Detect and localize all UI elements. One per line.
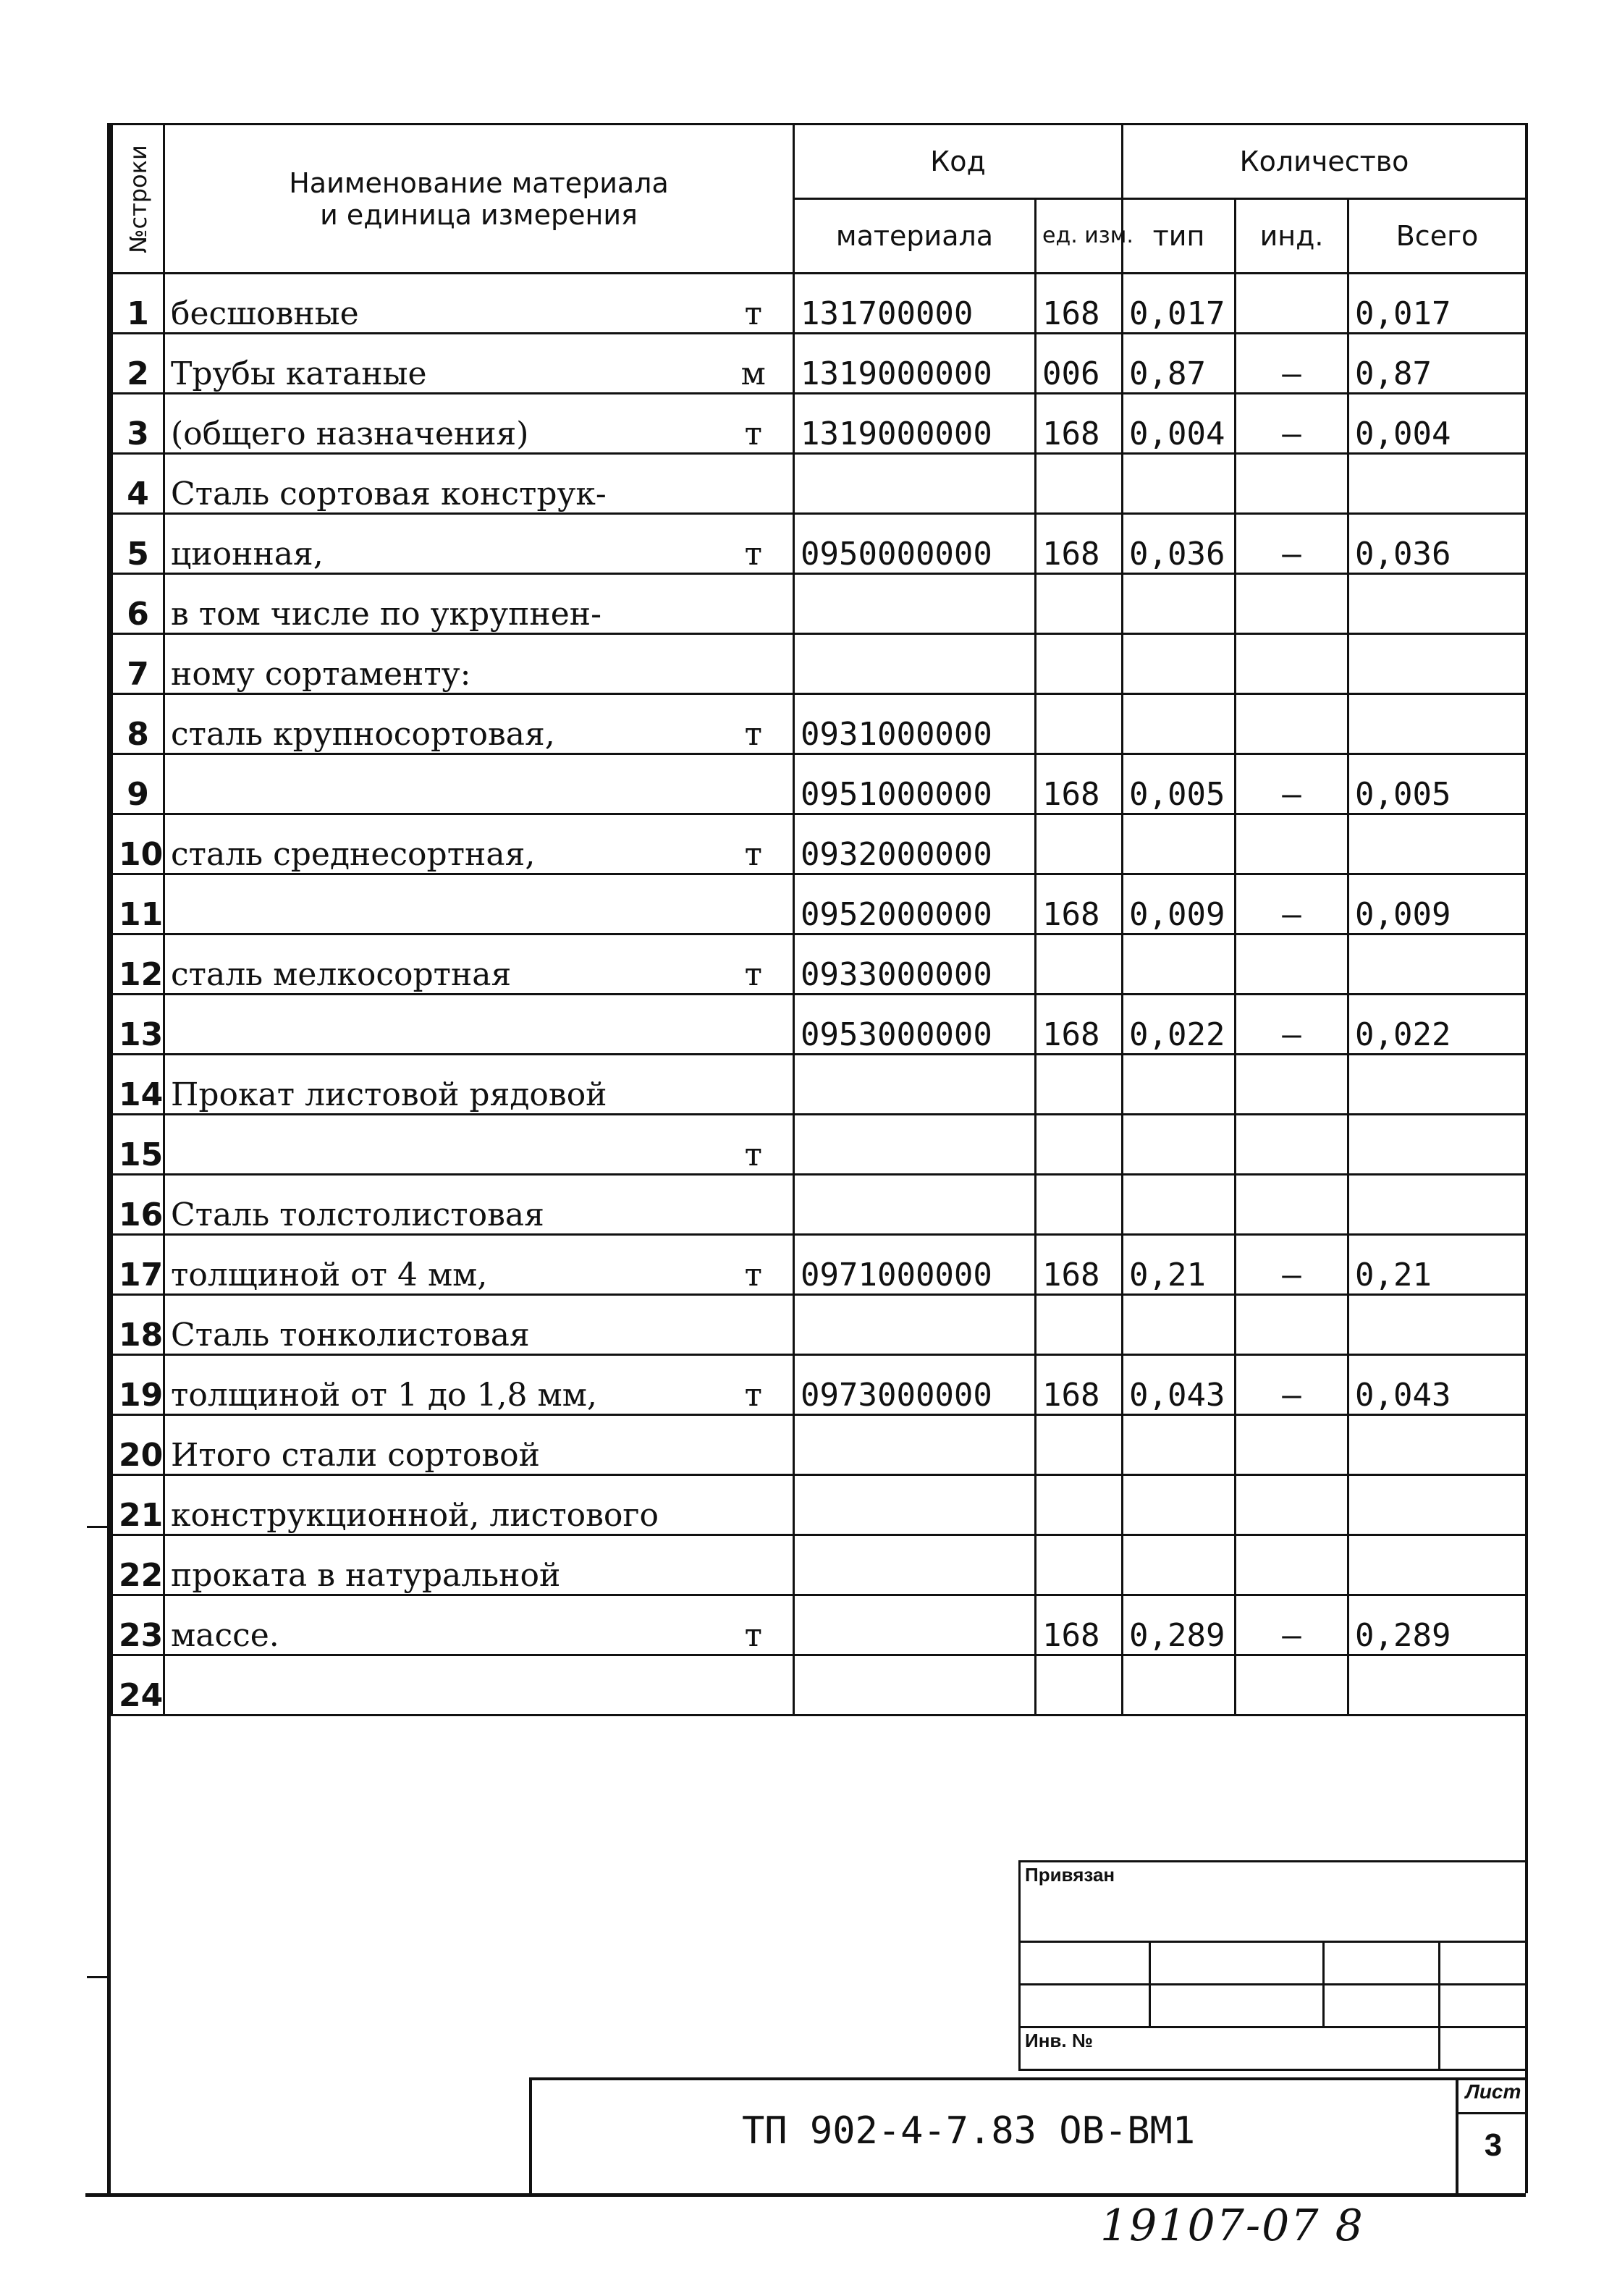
quantity-ind — [1236, 1535, 1348, 1595]
row-number: 9 — [112, 754, 164, 814]
material-name: ному сортаменту: — [164, 634, 714, 694]
material-name: ционная, — [164, 514, 714, 574]
table-row — [112, 1175, 1527, 1235]
margin-tick — [87, 1526, 109, 1528]
row-number: 6 — [112, 574, 164, 634]
unit-code — [1036, 1175, 1123, 1235]
unit-code — [1036, 1055, 1123, 1115]
quantity-type: 0,289 — [1123, 1595, 1236, 1655]
quantity-type — [1123, 634, 1236, 694]
material-name: Итого стали сортовой — [164, 1415, 714, 1475]
linked-label: Привязан — [1020, 1862, 1527, 1942]
table-row — [112, 1535, 1527, 1595]
quantity-ind — [1236, 1415, 1348, 1475]
row-number: 1 — [112, 274, 164, 334]
unit-of-measure — [714, 1175, 794, 1235]
material-code-header: материала — [794, 199, 1036, 274]
material-code: 131700000 — [794, 274, 1036, 334]
unit-of-measure — [714, 1535, 794, 1595]
quantity-total — [1348, 934, 1527, 995]
quantity-type: 0,043 — [1123, 1355, 1236, 1415]
row-number: 20 — [112, 1415, 164, 1475]
material-code: 0933000000 — [794, 934, 1036, 995]
unit-of-measure — [714, 754, 794, 814]
table-row — [112, 1115, 1527, 1175]
row-number: 10 — [112, 814, 164, 874]
material-name — [164, 1655, 714, 1715]
table-row — [112, 934, 1527, 995]
row-number: 8 — [112, 694, 164, 754]
quantity-ind: – — [1236, 1355, 1348, 1415]
unit-code — [1036, 1535, 1123, 1595]
quantity-ind: – — [1236, 754, 1348, 814]
material-code — [794, 1595, 1036, 1655]
quantity-ind — [1236, 1475, 1348, 1535]
unit-code: 168 — [1036, 394, 1123, 454]
unit-of-measure: т — [714, 694, 794, 754]
quantity-type — [1123, 1535, 1236, 1595]
material-code: 0971000000 — [794, 1235, 1036, 1295]
unit-of-measure — [714, 454, 794, 514]
table-row — [112, 1295, 1527, 1355]
unit-of-measure: т — [714, 394, 794, 454]
quantity-total: 0,043 — [1348, 1355, 1527, 1415]
material-name: проката в натуральной — [164, 1535, 714, 1595]
materials-table — [111, 123, 1527, 1716]
quantity-type — [1123, 694, 1236, 754]
unit-code — [1036, 1655, 1123, 1715]
sheet-number: 3 — [1484, 2127, 1503, 2163]
unit-of-measure: т — [714, 1115, 794, 1175]
material-name: сталь мелкосортная — [164, 934, 714, 995]
type-header: тип — [1123, 199, 1236, 274]
unit-code: 168 — [1036, 514, 1123, 574]
quantity-total: 0,87 — [1348, 334, 1527, 394]
material-name: толщиной от 4 мм, — [164, 1235, 714, 1295]
quantity-total — [1348, 1655, 1527, 1715]
table-row — [112, 814, 1527, 874]
quantity-total — [1348, 1295, 1527, 1355]
quantity-type — [1123, 454, 1236, 514]
quantity-ind — [1236, 1115, 1348, 1175]
quantity-total — [1348, 1055, 1527, 1115]
unit-of-measure: т — [714, 1355, 794, 1415]
unit-of-measure — [714, 1655, 794, 1715]
quantity-total — [1348, 814, 1527, 874]
quantity-ind: – — [1236, 394, 1348, 454]
quantity-total — [1348, 694, 1527, 754]
quantity-total: 0,022 — [1348, 995, 1527, 1055]
table-row — [112, 334, 1527, 394]
material-code — [794, 1475, 1036, 1535]
quantity-ind — [1236, 454, 1348, 514]
unit-of-measure — [714, 1475, 794, 1535]
code-header: Код — [794, 124, 1123, 199]
quantity-ind: – — [1236, 514, 1348, 574]
quantity-type: 0,005 — [1123, 754, 1236, 814]
quantity-ind: – — [1236, 995, 1348, 1055]
quantity-total — [1348, 634, 1527, 694]
quantity-type — [1123, 1295, 1236, 1355]
material-name: Сталь сортовая конструк- — [164, 454, 714, 514]
quantity-type — [1123, 1115, 1236, 1175]
material-code: 0931000000 — [794, 694, 1036, 754]
material-code: 0953000000 — [794, 995, 1036, 1055]
total-header: Всего — [1348, 199, 1527, 274]
unit-of-measure: т — [714, 274, 794, 334]
quantity-total: 0,21 — [1348, 1235, 1527, 1295]
material-name: бесшовные — [164, 274, 714, 334]
quantity-total — [1348, 1175, 1527, 1235]
table-row — [112, 1355, 1527, 1415]
material-name: массе. — [164, 1595, 714, 1655]
unit-code: 168 — [1036, 274, 1123, 334]
table-row — [112, 274, 1527, 334]
material-name — [164, 874, 714, 934]
material-code — [794, 1535, 1036, 1595]
material-name: Сталь тонколистовая — [164, 1295, 714, 1355]
table-row — [112, 1415, 1527, 1475]
unit-code — [1036, 1475, 1123, 1535]
unit-code: 168 — [1036, 754, 1123, 814]
table-row — [112, 995, 1527, 1055]
material-code — [794, 1415, 1036, 1475]
row-number: 23 — [112, 1595, 164, 1655]
material-code: 1319000000 — [794, 394, 1036, 454]
material-code — [794, 1055, 1036, 1115]
quantity-total: 0,005 — [1348, 754, 1527, 814]
quantity-ind — [1236, 1295, 1348, 1355]
handwritten-note: 19107-07 8 — [1100, 2200, 1364, 2251]
material-code — [794, 634, 1036, 694]
unit-code — [1036, 634, 1123, 694]
material-code — [794, 1295, 1036, 1355]
row-number: 24 — [112, 1655, 164, 1715]
unit-of-measure — [714, 874, 794, 934]
table-row — [112, 454, 1527, 514]
linkage-stamp — [1018, 1860, 1527, 2071]
unit-of-measure — [714, 1055, 794, 1115]
margin-tick — [87, 1976, 109, 1978]
unit-code — [1036, 814, 1123, 874]
row-number: 22 — [112, 1535, 164, 1595]
quantity-total — [1348, 574, 1527, 634]
material-name — [164, 1115, 714, 1175]
quantity-type — [1123, 1475, 1236, 1535]
ind-header: инд. — [1236, 199, 1348, 274]
quantity-total — [1348, 1535, 1527, 1595]
material-name: толщиной от 1 до 1,8 мм, — [164, 1355, 714, 1415]
materials-body — [112, 274, 1527, 1715]
material-code: 0951000000 — [794, 754, 1036, 814]
material-code: 1319000000 — [794, 334, 1036, 394]
unit-code: 168 — [1036, 1595, 1123, 1655]
table-row — [112, 634, 1527, 694]
unit-code — [1036, 574, 1123, 634]
unit-code — [1036, 934, 1123, 995]
quantity-total — [1348, 1475, 1527, 1535]
table-row — [112, 1595, 1527, 1655]
material-name: конструкционной, листового — [164, 1475, 714, 1535]
quantity-ind — [1236, 694, 1348, 754]
quantity-ind — [1236, 814, 1348, 874]
row-number: 2 — [112, 334, 164, 394]
quantity-ind — [1236, 934, 1348, 995]
quantity-total: 0,009 — [1348, 874, 1527, 934]
quantity-type: 0,017 — [1123, 274, 1236, 334]
unit-of-measure — [714, 574, 794, 634]
table-row — [112, 394, 1527, 454]
quantity-ind — [1236, 1655, 1348, 1715]
title-block — [529, 2077, 1528, 2196]
quantity-ind: – — [1236, 1235, 1348, 1295]
unit-code — [1036, 1115, 1123, 1175]
quantity-total: 0,017 — [1348, 274, 1527, 334]
quantity-ind — [1236, 574, 1348, 634]
row-number: 13 — [112, 995, 164, 1055]
unit-of-measure: т — [714, 1595, 794, 1655]
name-header: Наименование материала и единица измерения — [164, 124, 794, 274]
row-number: 15 — [112, 1115, 164, 1175]
material-code — [794, 574, 1036, 634]
quantity-type — [1123, 1655, 1236, 1715]
quantity-total: 0,289 — [1348, 1595, 1527, 1655]
row-number: 11 — [112, 874, 164, 934]
table-row — [112, 874, 1527, 934]
document-sheet — [107, 123, 1528, 2193]
table-row — [112, 1235, 1527, 1295]
row-number: 21 — [112, 1475, 164, 1535]
row-number: 17 — [112, 1235, 164, 1295]
material-code — [794, 1115, 1036, 1175]
quantity-ind — [1236, 1175, 1348, 1235]
quantity-type: 0,004 — [1123, 394, 1236, 454]
quantity-ind — [1236, 274, 1348, 334]
unit-of-measure: т — [714, 514, 794, 574]
document-code: ТП 902-4-7.83 ОВ-ВМ1 — [742, 2109, 1196, 2153]
row-number-header: №строки — [112, 124, 164, 274]
material-name: Сталь толстолистовая — [164, 1175, 714, 1235]
unit-of-measure — [714, 1295, 794, 1355]
unit-of-measure: т — [714, 934, 794, 995]
quantity-type — [1123, 1175, 1236, 1235]
table-row — [112, 574, 1527, 634]
quantity-ind: – — [1236, 1595, 1348, 1655]
material-code: 0932000000 — [794, 814, 1036, 874]
unit-of-measure — [714, 1415, 794, 1475]
inventory-number-label: Инв. № — [1020, 2027, 1440, 2070]
material-code: 0973000000 — [794, 1355, 1036, 1415]
material-code — [794, 1655, 1036, 1715]
material-name: Трубы катаные — [164, 334, 714, 394]
table-row — [112, 514, 1527, 574]
table-row — [112, 1475, 1527, 1535]
unit-of-measure — [714, 634, 794, 694]
quantity-total — [1348, 454, 1527, 514]
quantity-ind: – — [1236, 334, 1348, 394]
material-code — [794, 1175, 1036, 1235]
material-name: в том числе по укрупнен- — [164, 574, 714, 634]
material-name: Прокат листовой рядовой — [164, 1055, 714, 1115]
quantity-type: 0,87 — [1123, 334, 1236, 394]
unit-code — [1036, 454, 1123, 514]
material-name: (общего назначения) — [164, 394, 714, 454]
material-name — [164, 754, 714, 814]
sheet-label: Лист — [1458, 2080, 1528, 2114]
material-code — [794, 454, 1036, 514]
quantity-ind — [1236, 1055, 1348, 1115]
unit-of-measure: т — [714, 1235, 794, 1295]
quantity-type — [1123, 1415, 1236, 1475]
unit-of-measure: т — [714, 814, 794, 874]
unit-of-measure: м — [714, 334, 794, 394]
quantity-ind: – — [1236, 874, 1348, 934]
unit-code — [1036, 1415, 1123, 1475]
quantity-type: 0,21 — [1123, 1235, 1236, 1295]
unit-code: 168 — [1036, 995, 1123, 1055]
quantity-ind — [1236, 634, 1348, 694]
table-row — [112, 1055, 1527, 1115]
sheet-box — [1456, 2080, 1528, 2196]
table-row — [112, 1655, 1527, 1715]
material-name — [164, 995, 714, 1055]
material-code: 0950000000 — [794, 514, 1036, 574]
material-code: 0952000000 — [794, 874, 1036, 934]
quantity-total: 0,004 — [1348, 394, 1527, 454]
row-number: 16 — [112, 1175, 164, 1235]
quantity-type: 0,009 — [1123, 874, 1236, 934]
row-number: 12 — [112, 934, 164, 995]
table-row — [112, 694, 1527, 754]
unit-code-header: ед. изм. — [1036, 199, 1123, 274]
row-number: 3 — [112, 394, 164, 454]
row-number: 19 — [112, 1355, 164, 1415]
bottom-border — [85, 2193, 1526, 2197]
quantity-type: 0,036 — [1123, 514, 1236, 574]
quantity-type — [1123, 574, 1236, 634]
quantity-header: Количество — [1123, 124, 1527, 199]
unit-code — [1036, 1295, 1123, 1355]
table-row — [112, 754, 1527, 814]
unit-code: 006 — [1036, 334, 1123, 394]
row-number: 7 — [112, 634, 164, 694]
row-number: 14 — [112, 1055, 164, 1115]
quantity-type: 0,022 — [1123, 995, 1236, 1055]
quantity-total — [1348, 1415, 1527, 1475]
row-number: 18 — [112, 1295, 164, 1355]
unit-code: 168 — [1036, 1355, 1123, 1415]
unit-code: 168 — [1036, 874, 1123, 934]
quantity-type — [1123, 934, 1236, 995]
quantity-total: 0,036 — [1348, 514, 1527, 574]
row-number: 5 — [112, 514, 164, 574]
unit-code — [1036, 694, 1123, 754]
quantity-type — [1123, 1055, 1236, 1115]
row-number: 4 — [112, 454, 164, 514]
unit-of-measure — [714, 995, 794, 1055]
material-name: сталь крупносортовая, — [164, 694, 714, 754]
quantity-total — [1348, 1115, 1527, 1175]
material-name: сталь среднесортная, — [164, 814, 714, 874]
unit-code: 168 — [1036, 1235, 1123, 1295]
quantity-type — [1123, 814, 1236, 874]
